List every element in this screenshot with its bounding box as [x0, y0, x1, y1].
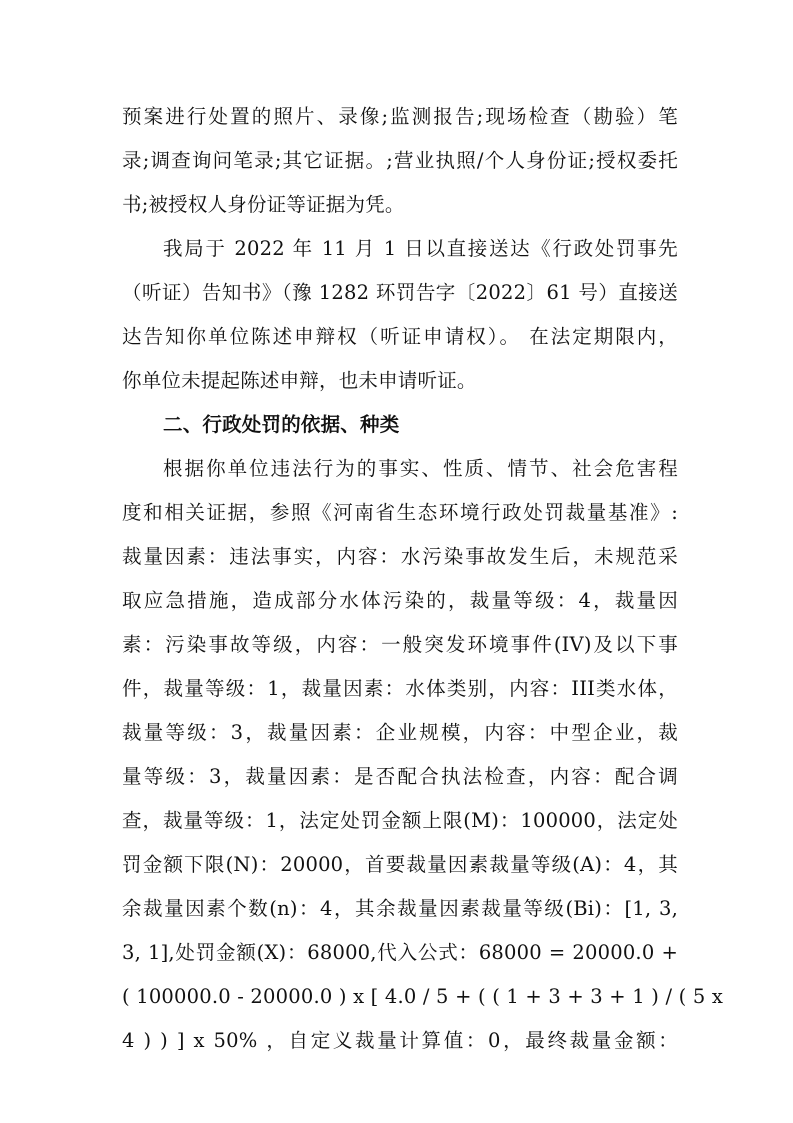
- text-line: ( 100000.0 - 20000.0 ) x [ 4.0 / 5 + ( ( 1 + 3 + 3 + 1 ) / ( 5 x: [122, 985, 724, 1008]
- text-line: 你单位未提起陈述申辩，也未申请听证。: [122, 369, 477, 392]
- text-line: 素：污染事故等级，内容：一般突发环境事件(IV)及以下事: [122, 633, 678, 656]
- text-line: （听证）告知书》（豫 1282 环罚告字〔2022〕61 号）直接送: [122, 281, 678, 304]
- text-line: 度和相关证据，参照《河南省生态环境行政处罚裁量基准》:: [122, 501, 678, 524]
- text-line: 量等级：3，裁量因素：是否配合执法检查，内容：配合调: [122, 765, 678, 788]
- paragraph-first-line: 我局于 2022 年 11 月 1 日以直接送达《行政处罚事先: [163, 237, 678, 260]
- paragraph-first-line: 根据你单位违法行为的事实、性质、情节、社会危害程: [163, 457, 678, 480]
- text-line: 3, 1],处罚金额(X)：68000,代入公式：68000 = 20000.0 +: [122, 941, 678, 964]
- text-line: 罚金额下限(N)：20000，首要裁量因素裁量等级(A)：4，其: [122, 853, 678, 876]
- text-line: 达告知你单位陈述申辩权（听证申请权）。 在法定期限内，: [122, 325, 678, 348]
- section-heading: 二、行政处罚的依据、种类: [163, 413, 400, 436]
- text-line: 件，裁量等级：1，裁量因素：水体类别，内容：III类水体，: [122, 677, 678, 700]
- text-line: 裁量因素：违法事实，内容：水污染事故发生后，未规范采: [122, 545, 678, 568]
- text-line: 录;调查询问笔录;其它证据。;营业执照/个人身份证;授权委托: [122, 149, 678, 172]
- text-line: 裁量等级：3，裁量因素：企业规模，内容：中型企业，裁: [122, 721, 678, 744]
- text-line: 查，裁量等级：1，法定处罚金额上限(M)：100000，法定处: [122, 809, 678, 832]
- text-line: 书;被授权人身份证等证据为凭。: [122, 193, 405, 216]
- text-line: 取应急措施，造成部分水体污染的，裁量等级：4，裁量因: [122, 589, 678, 612]
- text-line: 余裁量因素个数(n)：4，其余裁量因素裁量等级(Bi)：[1, 3,: [122, 897, 678, 920]
- text-line: 4 ) ) ] x 50% ，自定义裁量计算值：0，最终裁量金额：: [122, 1029, 678, 1052]
- text-line: 预案进行处置的照片、录像;监测报告;现场检查（勘验）笔: [122, 105, 678, 128]
